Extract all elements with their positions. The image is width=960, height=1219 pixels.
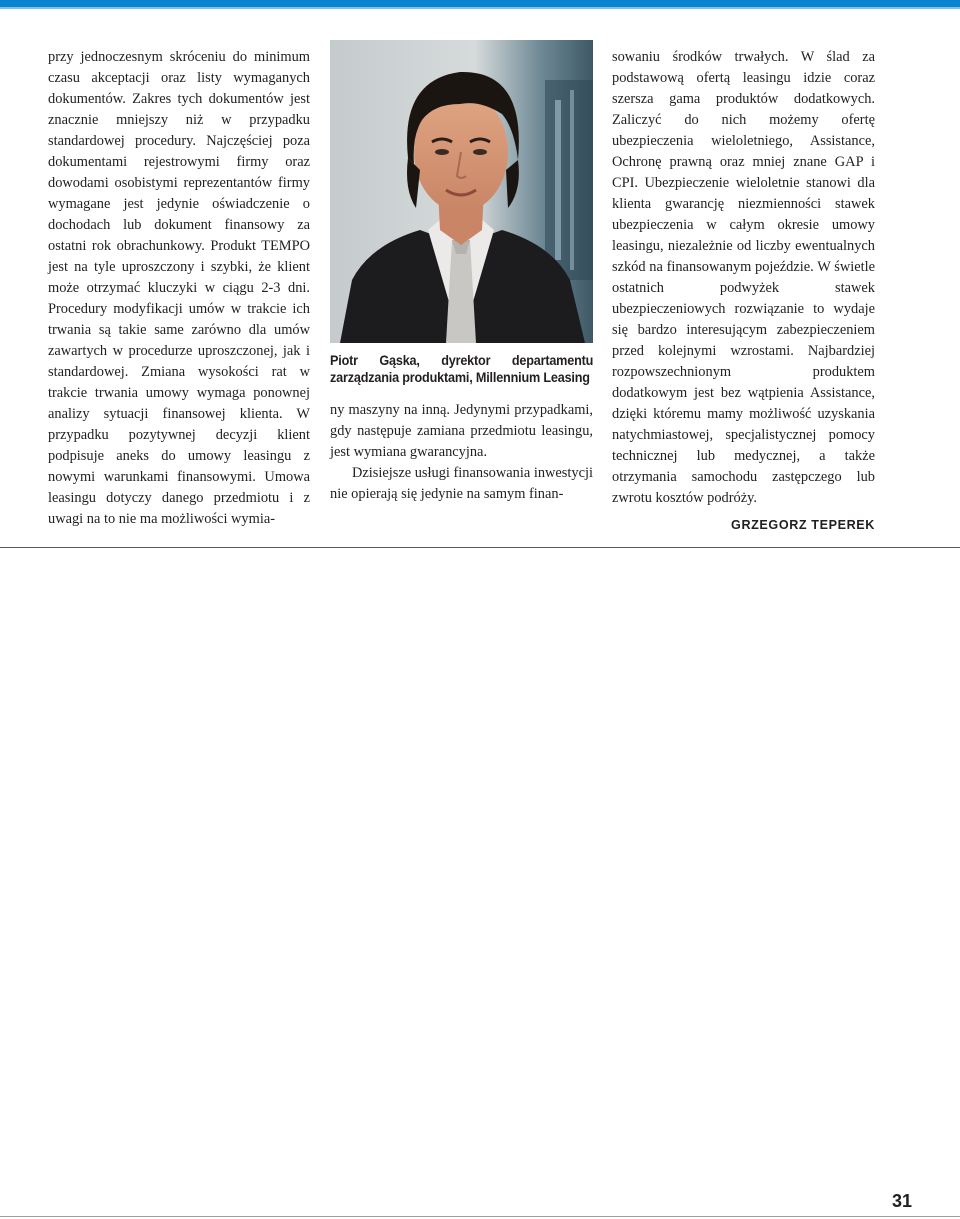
article-column-middle — [330, 40, 593, 505]
article-column-left — [48, 47, 310, 530]
top-accent-bar — [0, 0, 960, 7]
article-paragraph: sowaniu środków trwałych. W ślad za podstawową ofertą leasingu idzie coraz szersza gama produktów dodatkowych. Zaliczyć do nich możemy ofertę ubezpieczenia wieloletniego, Assistance, Ochronę prawną oraz mniej znane GAP i CPI. Ubezpieczenie wieloletnie stanowi dla klienta gwarancję niezmienności stawek ubezpieczenia w całym okresie umowy leasingu, niezależnie od liczby ewentualnych szkód na finansowanym pojeździe. W świetle ostatnich podwyżek stawek ubezpieczeniowych rozwiązanie to wydaje się bardzo interesującym zabezpieczeniem przed kolejnymi wzrostami. Najbardziej rozpowszechnionym produktem dodatkowym jest bez wątpienia Assistance, dzięki któremu mamy możliwość uzyskania natychmiastowej, specjalistycznej pomocy technicznej lub medycznej, a także otrzymania samochodu zastępczego lub zwrotu kosztów podróży. — [612, 49, 875, 506]
article-paragraph: ny maszyny na inną. Jedynymi przypadkami, gdy następuje zamiana przedmiotu leasingu, jest wymiana gwarancyjna. — [330, 402, 593, 460]
article-paragraph: Dzisiejsze usługi finansowania inwestycji nie opierają się jedynie na samym finan- — [330, 465, 593, 502]
page-number: 31 — [891, 1191, 912, 1211]
portrait-photo — [330, 40, 593, 343]
article-author: GRZEGORZ TEPEREK — [731, 518, 875, 532]
article-column-right — [612, 47, 875, 536]
top-accent-bar-shadow — [0, 7, 960, 9]
bottom-border-line — [0, 1216, 960, 1217]
section-divider — [0, 547, 960, 548]
photo-caption: Piotr Gąska, dyrektor departamentu zarządzania produktami, Millennium Leasing — [330, 353, 594, 385]
article-paragraph: przy jednoczesnym skróceniu do minimum czasu akceptacji oraz listy wymaganych dokumentów. Zakres tych dokumentów jest znacznie mniejszy niż w przypadku standardowej procedury. Najczęściej poza dokumentami rejestrowymi firmy oraz dowodami osobistymi reprezentantów firmy wymagane jest jedynie oświadczenie o dochodach lub dokument finansowy za ostatni rok obrachunkowy. Produkt TEMPO jest na tyle uproszczony i szybki, że klient może otrzymać kluczyki w ciągu 2-3 dni. Procedury modyfikacji umów w trakcie ich trwania są takie same zarówno dla umów zawartych w procedurze uproszczonej, jak i standardowej. Zmiana wysokości rat w trakcie trwania umowy wymaga ponownej analizy sytuacji finansowej klienta. W przypadku pozytywnej decyzji klient podpisuje aneks do umowy leasingu z nowymi warunkami finansowymi. Umowa leasingu dotyczy danego przedmiotu i z uwagi na to nie ma możliwości wymia- — [48, 49, 310, 527]
portrait-illustration — [330, 40, 593, 343]
